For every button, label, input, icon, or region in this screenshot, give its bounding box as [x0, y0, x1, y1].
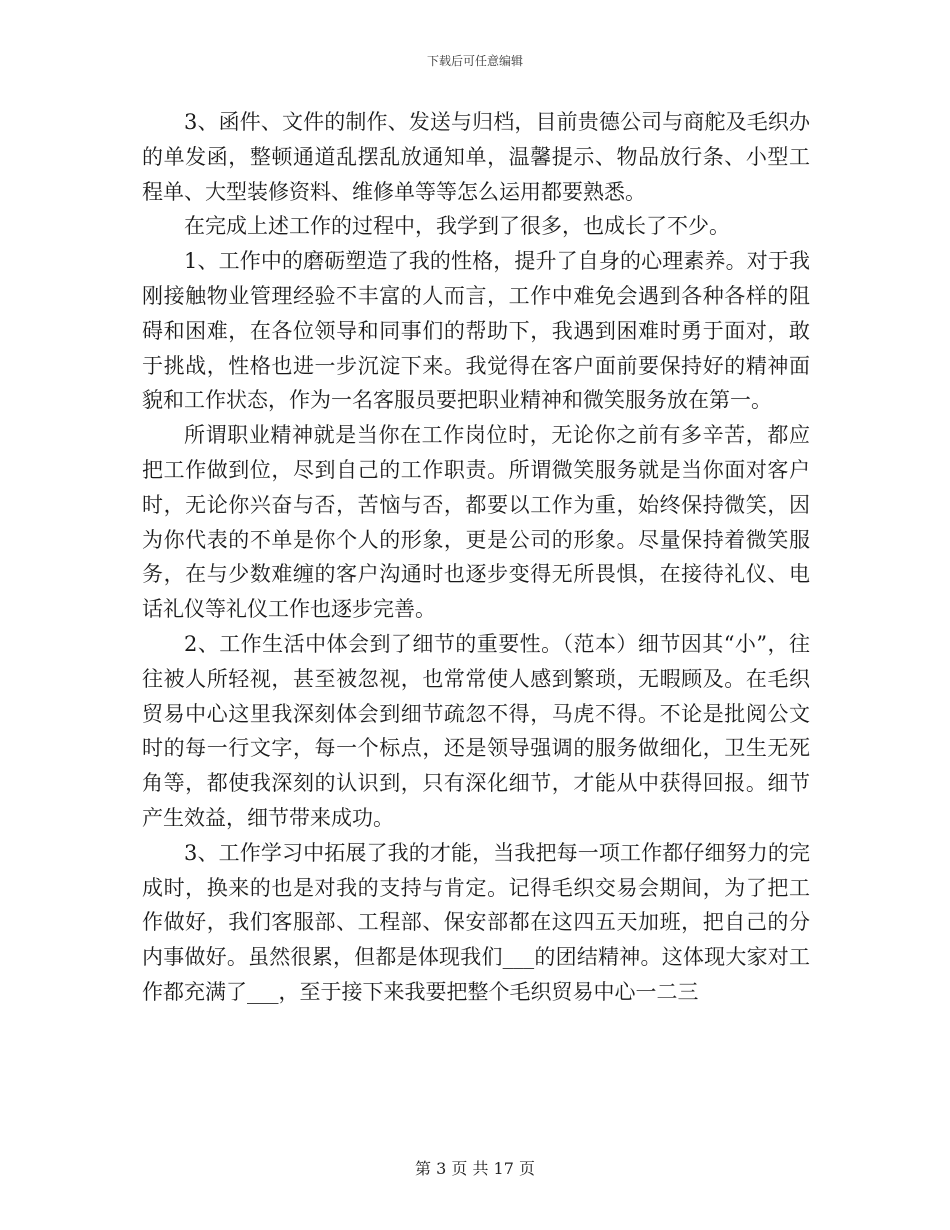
page-number-footer: 第 3 页 共 17 页	[415, 1159, 535, 1178]
paragraph-6: 3、工作学习中拓展了我的才能，当我把每一项工作都仔细努力的完成时，换来的也是对我的支持与肯定。记得毛织交易会期间，为了把工作做好，我们客服部、工程部、保安部都在这四五天加班，把自己的分内事做好。虽然很累，但都是体现我们___的团结精神。这体现大家对工作都充满了___，至于接下来我要把整个毛织贸易中心一二三	[142, 840, 810, 1004]
paragraph-3: 1、工作中的磨砺塑造了我的性格，提升了自身的心理素养。对于我刚接触物业管理经验不丰富的人而言，工作中难免会遇到各种各样的阻碍和困难，在各位领导和同事们的帮助下，我遇到困难时勇于面对，敢于挑战，性格也进一步沉淀下来。我觉得在客户面前要保持好的精神面貌和工作状态，作为一名客服员要把职业精神和微笑服务放在第一。	[142, 249, 810, 413]
paragraph-4: 所谓职业精神就是当你在工作岗位时，无论你之前有多辛苦，都应把工作做到位，尽到自己的工作职责。所谓微笑服务就是当你面对客户时，无论你兴奋与否，苦恼与否，都要以工作为重，始终保持微笑，因为你代表的不单是你个人的形象，更是公司的形象。尽量保持着微笑服务，在与少数难缠的客户沟通时也逐步变得无所畏惧，在接待礼仪、电话礼仪等礼仪工作也逐步完善。	[142, 423, 810, 622]
document-body	[142, 105, 810, 1010]
paragraph-5: 2、工作生活中体会到了细节的重要性。（范本）细节因其“小”，往往被人所轻视，甚至被忽视，也常常使人感到繁琐，无暇顾及。在毛织贸易中心这里我深刻体会到细节疏忽不得，马虎不得。不论是批阅公文时的每一行文字，每一个标点，还是领导强调的服务做细化，卫生无死角等，都使我深刻的认识到，只有深化细节，才能从中获得回报。细节产生效益，细节带来成功。	[142, 631, 810, 830]
page-header: 下载后可任意编辑	[426, 54, 523, 68]
paragraph-1: 3、函件、文件的制作、发送与归档，目前贵德公司与商舵及毛织办的单发函，整顿通道乱摆乱放通知单，温馨提示、物品放行条、小型工程单、大型装修资料、维修单等等怎么运用都要熟悉。	[142, 110, 810, 204]
paragraph-2: 在完成上述工作的过程中，我学到了很多，也成长了不少。	[184, 214, 730, 239]
